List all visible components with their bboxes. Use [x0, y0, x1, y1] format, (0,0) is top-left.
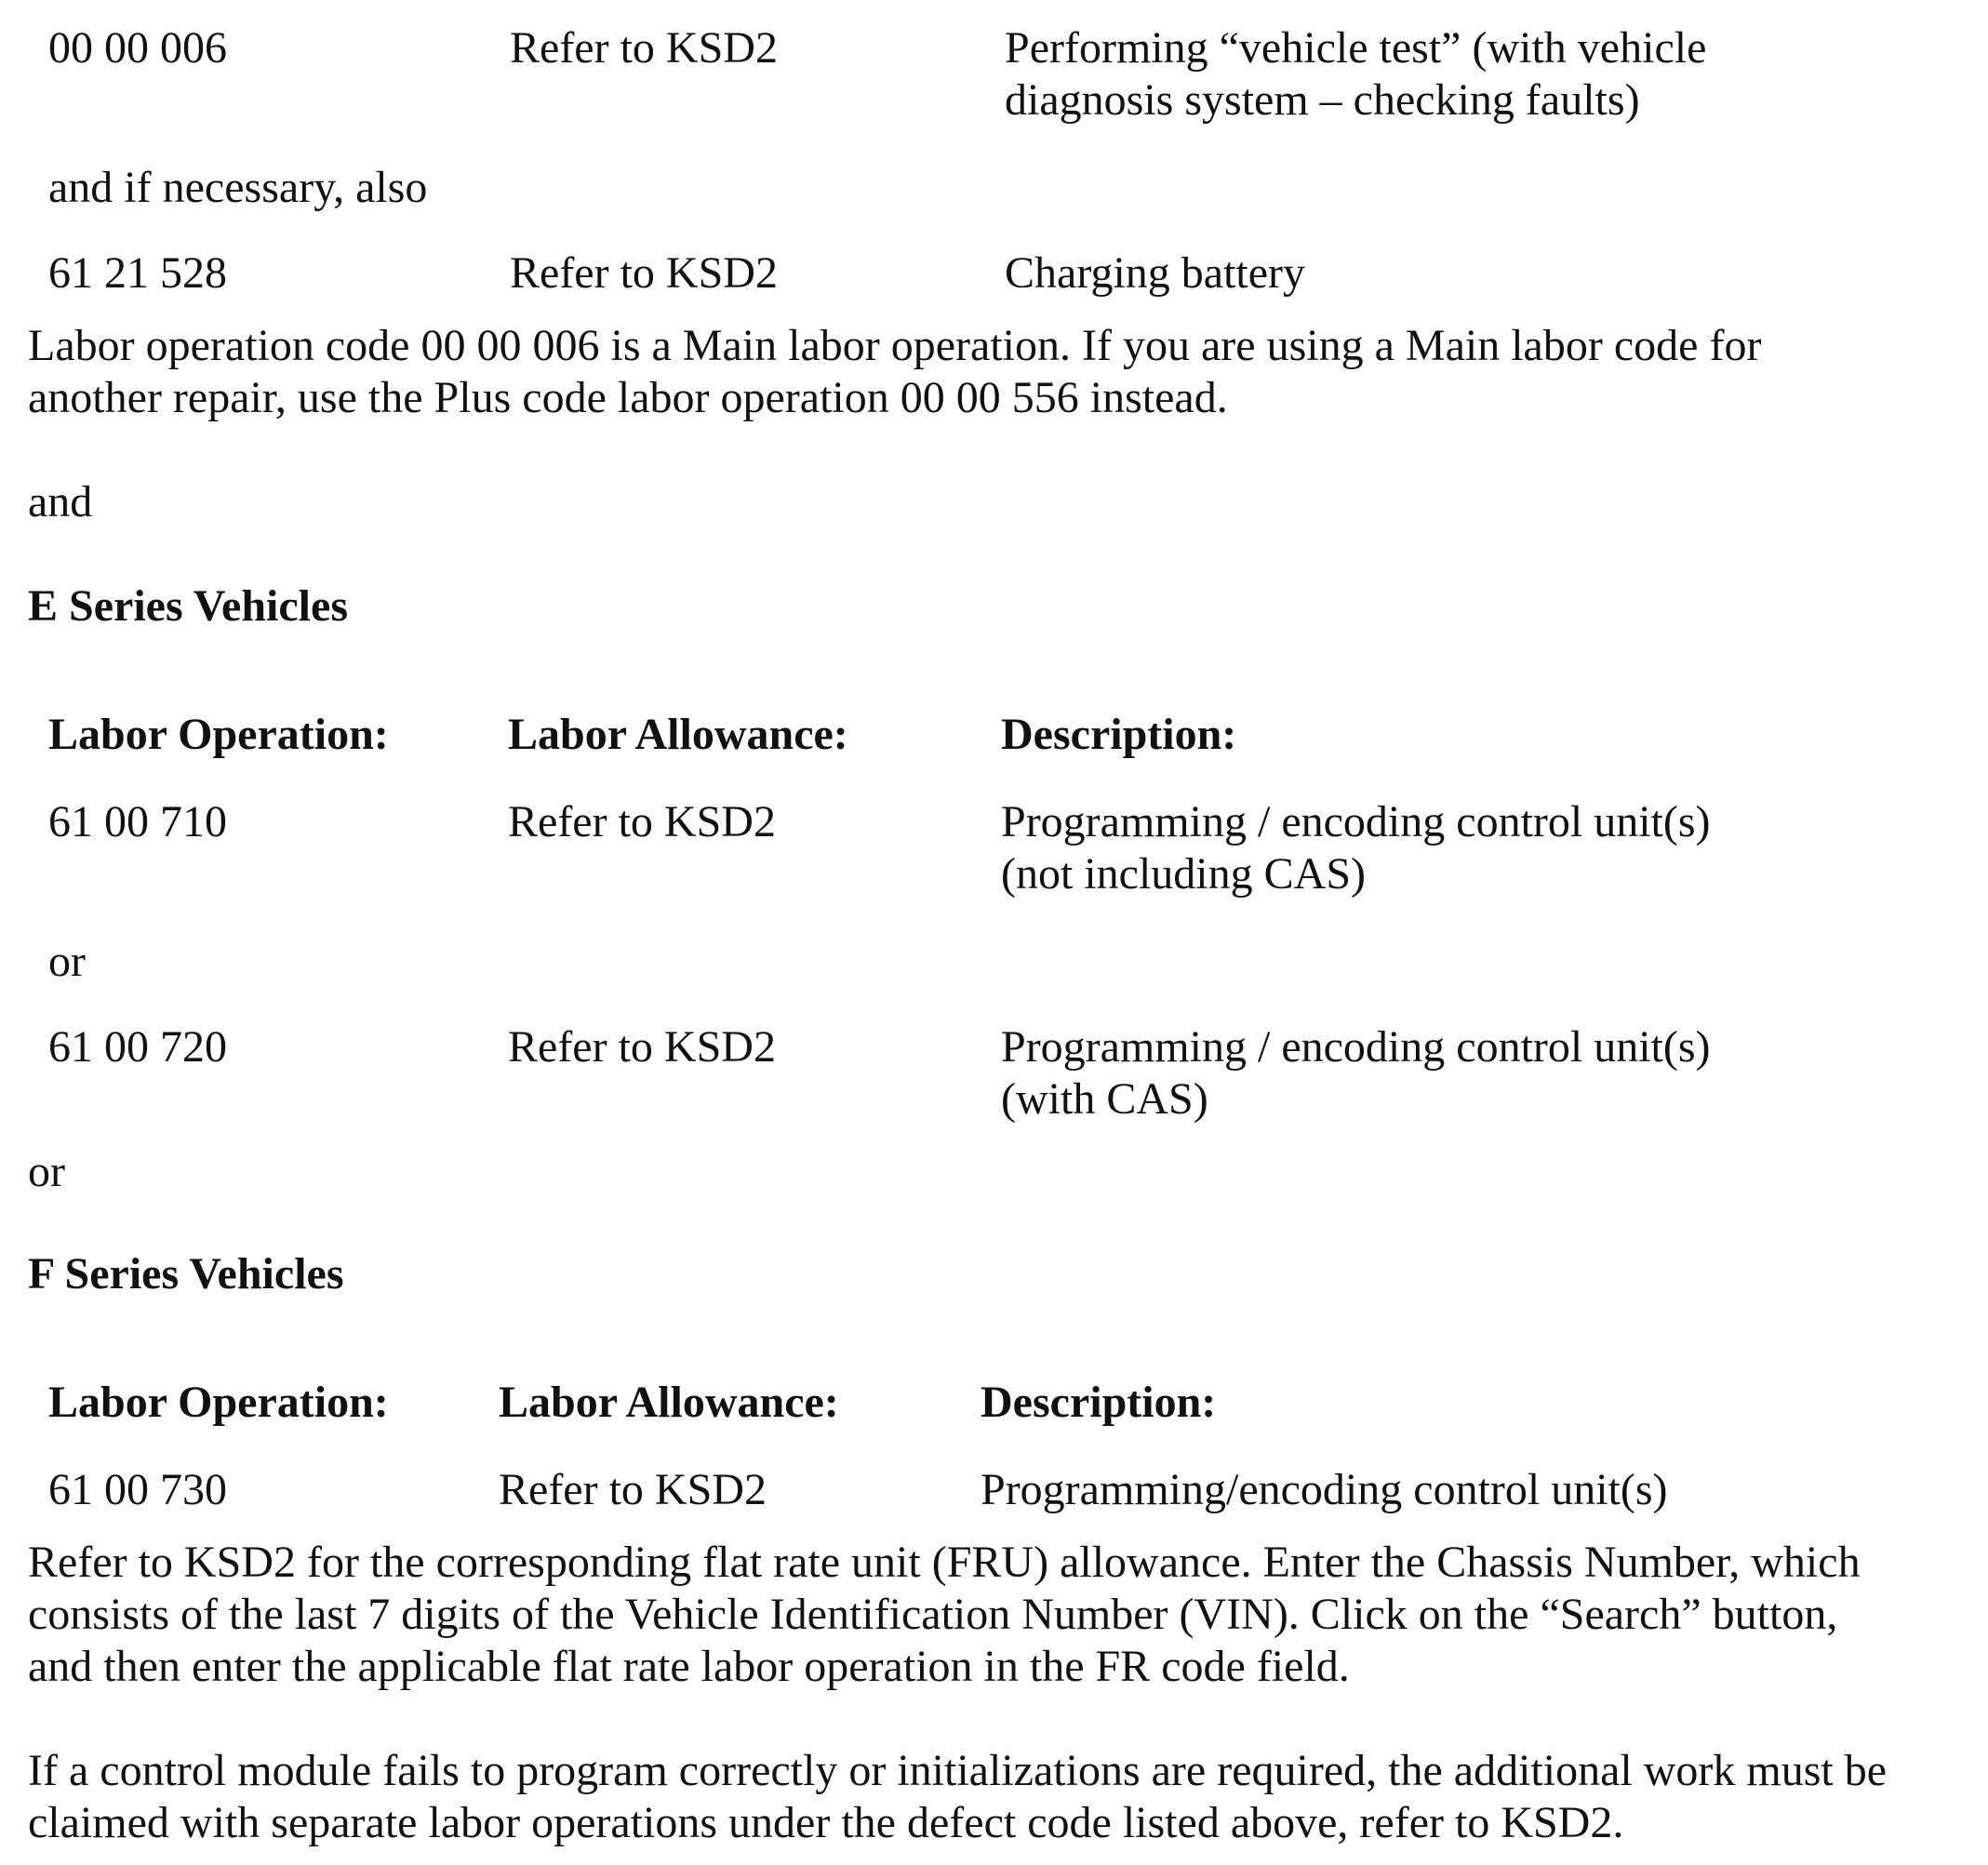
labor-operation-code: 61 00 730: [48, 1465, 227, 1514]
paragraph-line: If a control module fails to program correctly or initializations are required, the additional work must be: [28, 1746, 1888, 1795]
labor-operation-code: 61 00 710: [48, 797, 227, 846]
column-header-allowance: Labor Allowance:: [499, 1378, 839, 1427]
column-header-operation: Labor Operation:: [48, 1378, 389, 1427]
description-line: Programming/encoding control unit(s): [981, 1465, 1668, 1514]
description-line: Programming / encoding control unit(s): [1001, 1022, 1711, 1072]
labor-operation-code: 00 00 006: [48, 23, 227, 73]
description-line: Programming / encoding control unit(s): [1001, 797, 1711, 846]
paragraph-line: consists of the last 7 digits of the Vehicle Identification Number (VIN). Click on the “Search” button,: [28, 1590, 1838, 1639]
labor-allowance: Refer to KSD2: [508, 1022, 776, 1072]
labor-operation-code: 61 21 528: [48, 248, 227, 298]
labor-allowance: Refer to KSD2: [510, 23, 778, 73]
description-line: diagnosis system – checking faults): [1005, 75, 1640, 125]
and-if-necessary-text: and if necessary, also: [48, 163, 428, 212]
f-series-heading: F Series Vehicles: [28, 1249, 344, 1299]
labor-allowance: Refer to KSD2: [508, 797, 776, 846]
labor-allowance: Refer to KSD2: [499, 1465, 767, 1514]
column-header-operation: Labor Operation:: [48, 710, 389, 759]
labor-allowance: Refer to KSD2: [510, 248, 778, 298]
column-header-description: Description:: [1001, 710, 1237, 759]
column-header-description: Description:: [981, 1378, 1217, 1427]
paragraph-line: Labor operation code 00 00 006 is a Main labor operation. If you are using a Main labor code for: [28, 321, 1762, 370]
description-line: (not including CAS): [1001, 849, 1366, 899]
e-series-heading: E Series Vehicles: [28, 581, 348, 631]
description-line: (with CAS): [1001, 1074, 1208, 1124]
paragraph-line: claimed with separate labor operations under the defect code listed above, refer to KSD2.: [28, 1798, 1624, 1847]
labor-operation-code: 61 00 720: [48, 1022, 227, 1072]
paragraph-line: Refer to KSD2 for the corresponding flat rate unit (FRU) allowance. Enter the Chassis Number, which: [28, 1538, 1861, 1587]
column-header-allowance: Labor Allowance:: [508, 710, 848, 759]
paragraph-line: and then enter the applicable flat rate labor operation in the FR code field.: [28, 1642, 1350, 1691]
or-text: or: [28, 1147, 65, 1196]
description-line: Performing “vehicle test” (with vehicle: [1005, 23, 1707, 73]
and-text: and: [28, 477, 93, 526]
description-line: Charging battery: [1005, 248, 1306, 298]
paragraph-line: another repair, use the Plus code labor operation 00 00 556 instead.: [28, 373, 1228, 422]
or-text: or: [48, 937, 86, 986]
